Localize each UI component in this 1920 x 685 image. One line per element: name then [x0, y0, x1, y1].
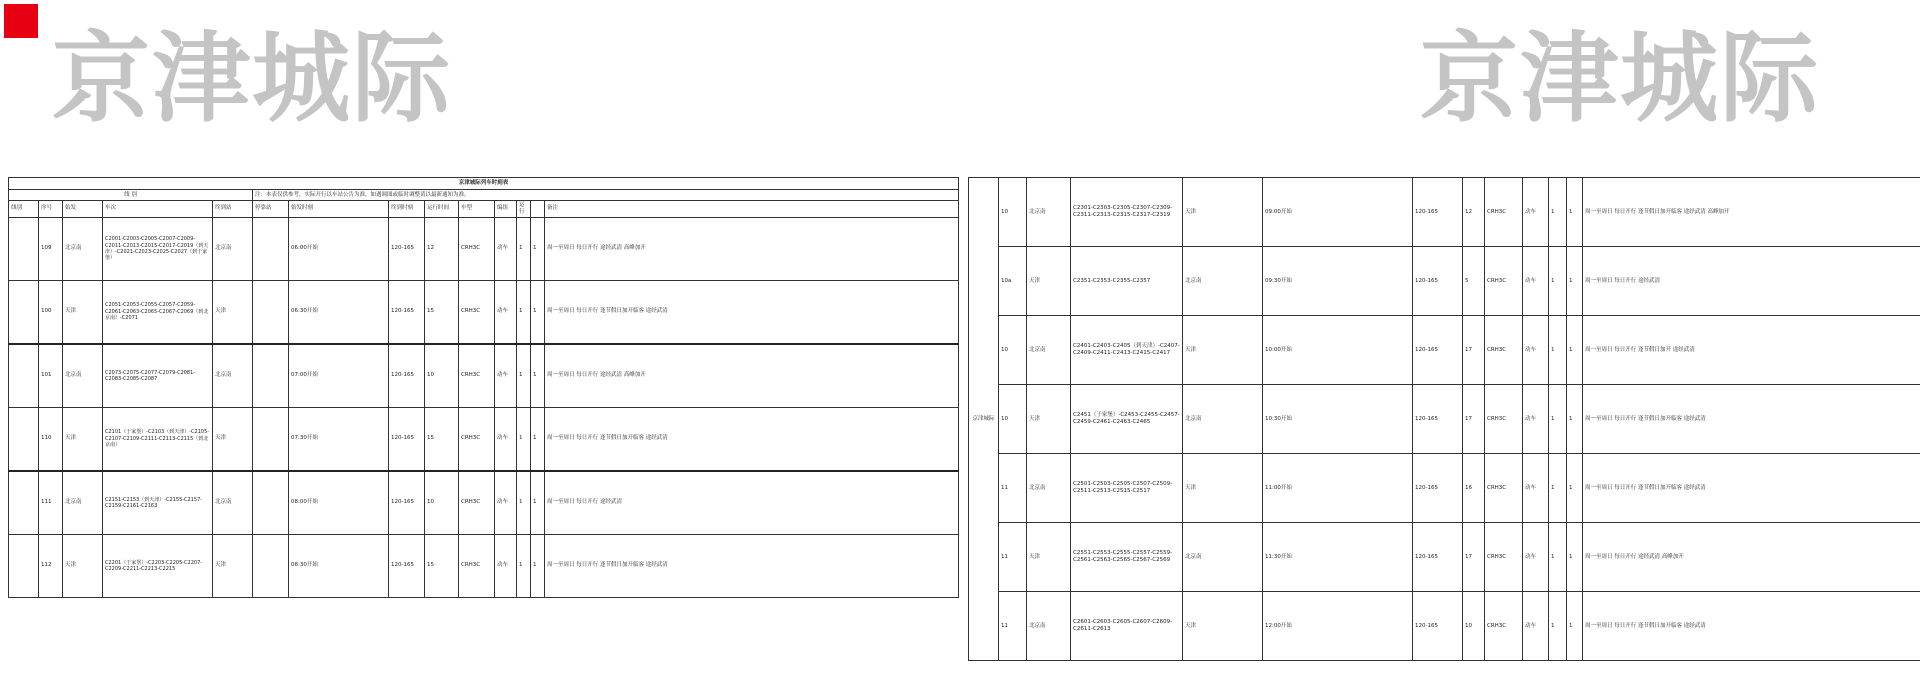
train-type: 动车: [495, 471, 517, 535]
speed-range: 120-165: [1413, 592, 1463, 661]
trip-count: 10: [1463, 592, 1485, 661]
destination-station: 天津: [213, 280, 253, 344]
origin-station: 天津: [63, 280, 103, 344]
row-number: 111: [39, 471, 63, 535]
group-label: 线 别: [9, 190, 253, 201]
speed-range: 120-165: [389, 407, 425, 471]
remark: 周一至周日 每日开行 逢节假日加开临客 途经武清: [1583, 454, 1920, 523]
table-row: [9, 471, 959, 535]
line-cell: [9, 534, 39, 597]
table-row: [9, 344, 959, 408]
origin-station: 天津: [1027, 247, 1071, 316]
set-count: 1: [1549, 592, 1567, 661]
destination-station: 天津: [1183, 454, 1263, 523]
table-row: [9, 280, 959, 344]
trip-count: 12: [1463, 178, 1485, 247]
remark: 周一至周日 每日开行 途经武清 高峰加开: [545, 344, 959, 408]
train-numbers: C2501-C2503-C2505-C2507-C2509-C2511-C2513-C2515-C2517: [1071, 454, 1183, 523]
row-number: 10a: [999, 247, 1027, 316]
trip-count: 12: [425, 217, 459, 280]
header-cell[interactable]: 运行: [517, 201, 531, 218]
origin-station: 北京南: [1027, 316, 1071, 385]
line-cell: [9, 280, 39, 344]
row-number: 10: [999, 316, 1027, 385]
row-number: 101: [39, 344, 63, 408]
row-number: 100: [39, 280, 63, 344]
speed-range: 120-165: [1413, 316, 1463, 385]
right-timetable: [968, 177, 1920, 661]
trip-count: 17: [1463, 385, 1485, 454]
set-count: 1: [517, 407, 531, 471]
train-numbers: C2001-C2003-C2005-C2007-C2009-C2011-C2013-C2015-C2017-C2019（到天津）-C2021-C2023-C2025-C2027（到于家堡）: [103, 217, 213, 280]
stop-cell: [253, 280, 289, 344]
destination-station: 天津: [213, 407, 253, 471]
set-count: 1: [1549, 178, 1567, 247]
set-count: 1: [517, 280, 531, 344]
departure-time: 09:30开始: [1263, 247, 1413, 316]
speed-range: 120-165: [389, 534, 425, 597]
table-row: [969, 385, 1920, 454]
line-cell: [9, 471, 39, 535]
table-row: [9, 217, 959, 280]
train-model: CRH3C: [1485, 316, 1523, 385]
train-model: CRH3C: [1485, 592, 1523, 661]
remark: 周一至周日 每日开行 逢节假日加开临客 途经武清 高峰加开: [1583, 178, 1920, 247]
train-numbers: C2451（于家堡）-C2453-C2455-C2457-C2459-C2461-C2463-C2465: [1071, 385, 1183, 454]
departure-time: 11:30开始: [1263, 523, 1413, 592]
origin-station: 天津: [1027, 523, 1071, 592]
departure-time: 12:00开始: [1263, 592, 1413, 661]
train-type: 动车: [495, 407, 517, 471]
row-number: 11: [999, 592, 1027, 661]
line-cell: [9, 217, 39, 280]
set-count: 1: [1549, 385, 1567, 454]
trip-count: 10: [425, 344, 459, 408]
row-number: 112: [39, 534, 63, 597]
trip-count: 15: [425, 534, 459, 597]
run-count: 1: [1567, 178, 1583, 247]
train-model: CRH3C: [459, 217, 495, 280]
trip-count: 17: [1463, 523, 1485, 592]
run-count: 1: [531, 534, 545, 597]
destination-station: 北京南: [213, 217, 253, 280]
speed-range: 120-165: [389, 344, 425, 408]
header-cell[interactable]: 编组: [495, 201, 517, 218]
table-row: [969, 523, 1920, 592]
run-count: 1: [531, 471, 545, 535]
header-cell[interactable]: 终到站: [213, 201, 253, 218]
speed-range: 120-165: [389, 280, 425, 344]
trip-count: 15: [425, 280, 459, 344]
train-model: CRH3C: [1485, 247, 1523, 316]
destination-station: 北京南: [1183, 385, 1263, 454]
speed-range: 120-165: [1413, 247, 1463, 316]
train-type: 动车: [495, 534, 517, 597]
speed-range: 120-165: [1413, 178, 1463, 247]
destination-station: 天津: [1183, 178, 1263, 247]
train-model: CRH3C: [459, 280, 495, 344]
run-count: 1: [1567, 316, 1583, 385]
train-type: 动车: [495, 344, 517, 408]
remark: 周一至周日 每日开行 逢节假日加开临客 途经武清: [545, 407, 959, 471]
speed-range: 120-165: [1413, 523, 1463, 592]
row-number: 10: [999, 385, 1027, 454]
run-count: 1: [1567, 523, 1583, 592]
train-model: CRH3C: [1485, 178, 1523, 247]
trip-count: 5: [1463, 247, 1485, 316]
departure-time: 09:00开始: [1263, 178, 1413, 247]
train-numbers: C2351-C2353-C2355-C2357: [1071, 247, 1183, 316]
train-numbers: C2151-C2153（到天津）-C2155-C2157-C2159-C2161-C2163: [103, 471, 213, 535]
train-type: 动车: [1523, 592, 1549, 661]
set-count: 1: [1549, 523, 1567, 592]
header-cell[interactable]: 车型: [459, 201, 495, 218]
origin-station: 北京南: [63, 471, 103, 535]
header-row: [9, 201, 959, 218]
table-row: [969, 592, 1920, 661]
set-count: 1: [517, 344, 531, 408]
row-number: 11: [999, 523, 1027, 592]
set-count: 1: [517, 217, 531, 280]
line-label: 京津城际: [969, 178, 999, 661]
remark: 周一至周日 每日开行 逢节假日加开临客 途经武清: [1583, 385, 1920, 454]
header-cell[interactable]: 始发: [63, 201, 103, 218]
origin-station: 北京南: [1027, 592, 1071, 661]
train-model: CRH3C: [459, 471, 495, 535]
departure-time: 10:30开始: [1263, 385, 1413, 454]
row-number: 11: [999, 454, 1027, 523]
remark: 周一至周日 每日开行 途经武清: [545, 471, 959, 535]
departure-time: 06:30开始: [289, 280, 389, 344]
train-numbers: C2201（于家堡）-C2203-C2205-C2207-C2209-C2211-C2213-C2215: [103, 534, 213, 597]
header-cell[interactable]: 停靠站: [253, 201, 289, 218]
watermark-right: 京津城际: [1420, 22, 1821, 136]
stop-cell: [253, 407, 289, 471]
stop-cell: [253, 217, 289, 280]
destination-station: 天津: [1183, 592, 1263, 661]
header-cell[interactable]: 车次: [103, 201, 213, 218]
run-count: 1: [1567, 592, 1583, 661]
watermark-left: 京津城际: [52, 22, 453, 136]
set-count: 1: [1549, 316, 1567, 385]
departure-time: 07:30开始: [289, 407, 389, 471]
origin-station: 北京南: [63, 217, 103, 280]
origin-station: 天津: [63, 407, 103, 471]
remark: 周一至周日 每日开行 逢节假日加开临客 途经武清: [1583, 592, 1920, 661]
train-numbers: C2301-C2303-C2305-C2307-C2309-C2311-C2313-C2315-C2317-C2319: [1071, 178, 1183, 247]
header-cell[interactable]: 运行时间: [425, 201, 459, 218]
destination-station: 北京南: [213, 344, 253, 408]
destination-station: 北京南: [1183, 247, 1263, 316]
run-count: 1: [531, 407, 545, 471]
trip-count: 17: [1463, 316, 1485, 385]
remark: 周一至周日 每日开行 逢节假日加开临客 途经武清: [545, 280, 959, 344]
set-count: 1: [517, 534, 531, 597]
departure-time: 06:00开始: [289, 217, 389, 280]
stop-cell: [253, 344, 289, 408]
origin-station: 天津: [63, 534, 103, 597]
departure-time: 08:30开始: [289, 534, 389, 597]
train-type: 动车: [1523, 523, 1549, 592]
stop-cell: [253, 471, 289, 535]
run-count: 1: [1567, 385, 1583, 454]
origin-station: 北京南: [63, 344, 103, 408]
row-number: 109: [39, 217, 63, 280]
run-count: 1: [531, 344, 545, 408]
train-type: 动车: [1523, 247, 1549, 316]
line-cell: [9, 344, 39, 408]
train-type: 动车: [1523, 316, 1549, 385]
train-model: CRH3C: [1485, 454, 1523, 523]
left-timetable: [8, 177, 959, 598]
origin-station: 北京南: [1027, 454, 1071, 523]
origin-station: 天津: [1027, 385, 1071, 454]
set-count: 1: [1549, 454, 1567, 523]
destination-station: 北京南: [1183, 523, 1263, 592]
stop-cell: [253, 534, 289, 597]
remark: 周一至周日 每日开行 途经武清: [1583, 247, 1920, 316]
remark: 周一至周日 每日开行 逢节假日加开临客 途经武清: [545, 534, 959, 597]
remark: 周一至周日 每日开行 逢节假日加开 途经武清: [1583, 316, 1920, 385]
trip-count: 10: [425, 471, 459, 535]
table-row: [969, 247, 1920, 316]
train-model: CRH3C: [459, 344, 495, 408]
header-cell[interactable]: 备注: [545, 201, 959, 218]
speed-range: 120-165: [1413, 385, 1463, 454]
train-model: CRH3C: [459, 534, 495, 597]
header-cell[interactable]: 线别: [9, 201, 39, 218]
table-row: [969, 454, 1920, 523]
run-count: 1: [1567, 454, 1583, 523]
header-cell[interactable]: [531, 201, 545, 218]
brand-logo-square: [4, 4, 38, 38]
table-row: [9, 534, 959, 597]
set-count: 1: [1549, 247, 1567, 316]
header-cell[interactable]: 始发时刻: [289, 201, 389, 218]
train-numbers: C2551-C2553-C2555-C2557-C2559-C2561-C2563-C2565-C2567-C2569: [1071, 523, 1183, 592]
departure-time: 11:00开始: [1263, 454, 1413, 523]
departure-time: 07:00开始: [289, 344, 389, 408]
destination-station: 天津: [213, 534, 253, 597]
train-model: CRH3C: [1485, 523, 1523, 592]
departure-time: 08:00开始: [289, 471, 389, 535]
destination-station: 北京南: [213, 471, 253, 535]
train-numbers: C2601-C2603-C2605-C2607-C2609-C2611-C2613: [1071, 592, 1183, 661]
table-row: [969, 178, 1920, 247]
train-type: 动车: [495, 280, 517, 344]
train-type: 动车: [495, 217, 517, 280]
train-numbers: C2073-C2075-C2077-C2079-C2081-C2083-C2085-C2087: [103, 344, 213, 408]
speed-range: 120-165: [389, 217, 425, 280]
sheet-title: 京津城际列车时刻表: [9, 178, 959, 190]
remark: 周一至周日 每日开行 途经武清 高峰加开: [1583, 523, 1920, 592]
speed-range: 120-165: [389, 471, 425, 535]
origin-station: 北京南: [1027, 178, 1071, 247]
sheet-note: 注：本表仅供参考，实际开行以车站公告为准，如遇调图或临时调整请以最新通知为准。: [253, 190, 959, 201]
header-cell[interactable]: 序号: [39, 201, 63, 218]
table-row: [9, 407, 959, 471]
train-model: CRH3C: [459, 407, 495, 471]
departure-time: 10:00开始: [1263, 316, 1413, 385]
row-number: 10: [999, 178, 1027, 247]
run-count: 1: [531, 217, 545, 280]
train-numbers: C2051-C2053-C2055-C2057-C2059-C2061-C2063-C2065-C2067-C2069（到北京南）-C2071: [103, 280, 213, 344]
trip-count: 16: [1463, 454, 1485, 523]
train-type: 动车: [1523, 385, 1549, 454]
run-count: 1: [531, 280, 545, 344]
row-number: 110: [39, 407, 63, 471]
remark: 周一至周日 每日开行 途经武清 高峰加开: [545, 217, 959, 280]
table-row: [969, 316, 1920, 385]
train-type: 动车: [1523, 178, 1549, 247]
destination-station: 天津: [1183, 316, 1263, 385]
speed-range: 120-165: [1413, 454, 1463, 523]
trip-count: 15: [425, 407, 459, 471]
run-count: 1: [1567, 247, 1583, 316]
train-numbers: C2401-C2403-C2405（到天津）-C2407-C2409-C2411-C2413-C2415-C2417: [1071, 316, 1183, 385]
line-cell: [9, 407, 39, 471]
train-type: 动车: [1523, 454, 1549, 523]
set-count: 1: [517, 471, 531, 535]
train-model: CRH3C: [1485, 385, 1523, 454]
train-numbers: C2101（于家堡）-C2103（到天津）-C2105-C2107-C2109-C2111-C2113-C2115（到北京南）: [103, 407, 213, 471]
header-cell[interactable]: 终到时刻: [389, 201, 425, 218]
